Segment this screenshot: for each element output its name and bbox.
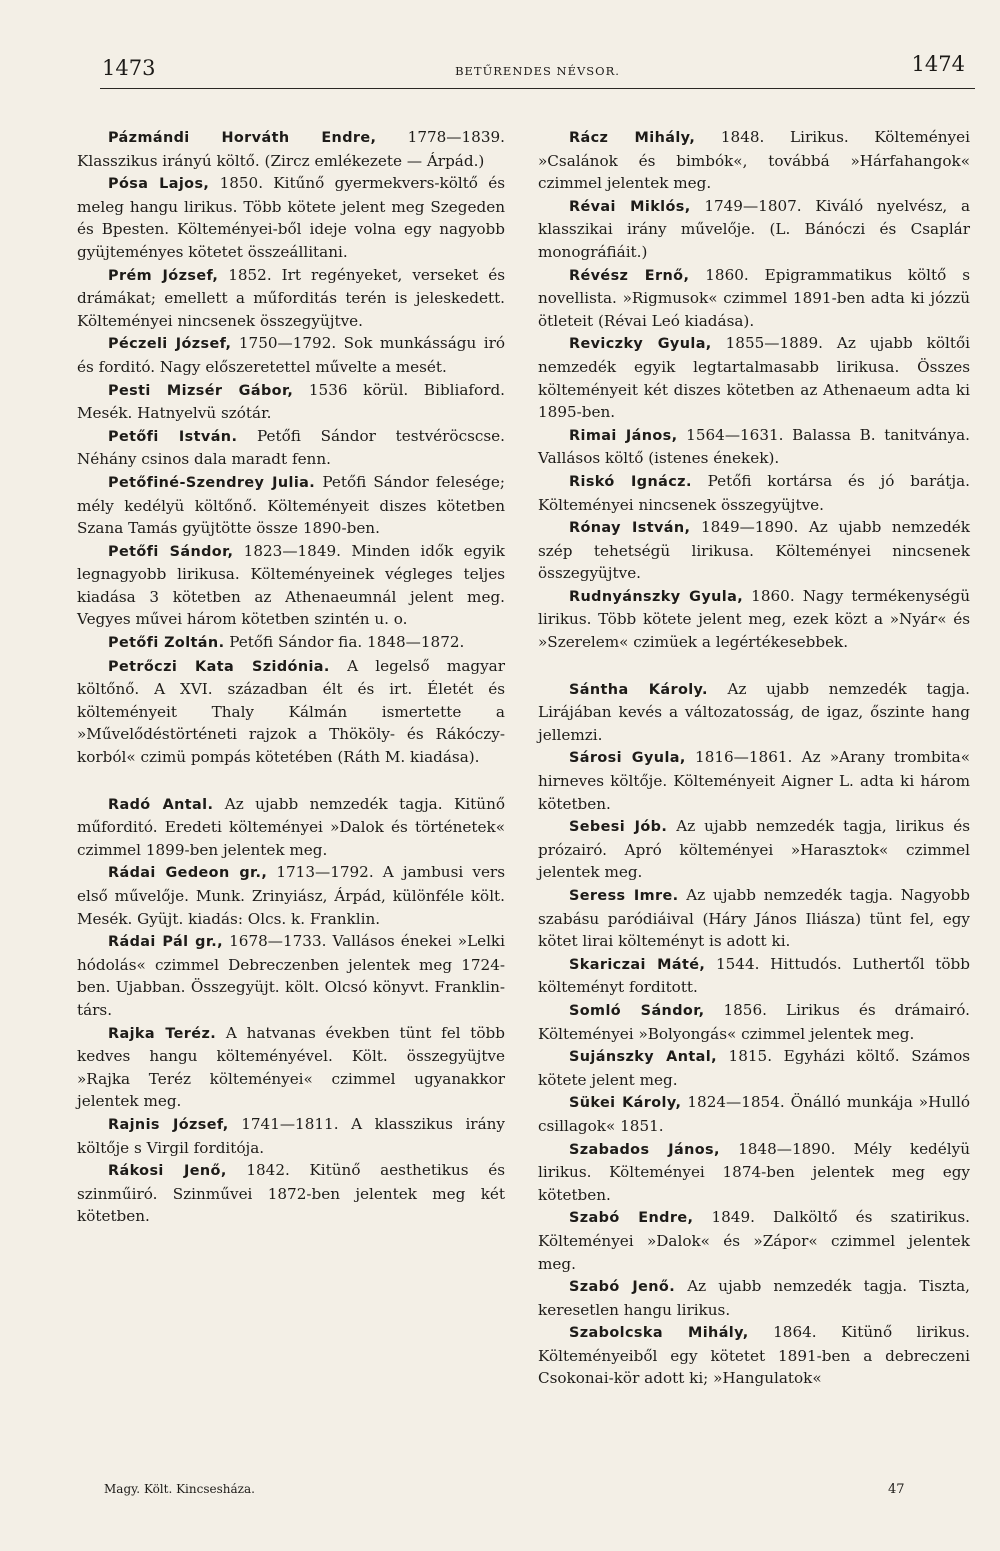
entry [538,1321,970,1390]
entry-name: Révai Miklós, [569,198,691,215]
entry-text: 1842. Kitünő aesthetikus és szinműiró. Szinművei 1872-ben jelentek meg két kötetben. [77,1161,505,1226]
entry-text: 1544. Hittudós. Luthertől több költeményt forditott. [538,954,970,997]
entry-text: A hatvanas években tünt fel több kedves hangu költeményével. Költ. összegyüjtve »Rajka Teréz költeményei« czimmel ugyanakkor jelentek meg. [77,1023,505,1111]
entry-name: Riskó Ignácz. [569,473,692,490]
entry-text: 1678—1733. Vallásos énekei »Lelki hódolás« czimmel Debreczenben jelentek meg 1724-ben. Ujabban. Összegyüjt. költ. Olcsó könyvt. Franklin-társ. [77,932,505,1019]
entry [77,1022,505,1113]
entry-name: Rajka Teréz. [108,1025,217,1042]
entry-name: Sükei Károly, [569,1095,682,1112]
entry-text: Az ujabb nemzedék tagja. Kitünő műforditó. Eredeti költeményei »Dalok és történetek« czimmel 1899-ben jelentek meg. [77,794,505,859]
footer-sheet-number: 47 [888,1482,905,1497]
entry-name: Prém József, [108,267,219,284]
entry [538,1206,970,1275]
entry [77,793,505,862]
left-column [77,126,505,1228]
entry-name: Szabolcska Mihály, [569,1325,749,1342]
entry [77,379,505,425]
running-header [100,48,975,89]
entry-name: Petőfiné-Szendrey Julia. [108,474,316,491]
entry-text: Petőfi Sándor felesége; mély kedélyü költőnő. Költeményeit diszes kötetben Szana Tamás gyüjtötte össze 1890-ben. [77,472,505,538]
entry [538,884,970,953]
entry-text: 1741—1811. A klasszikus irány költője s Virgil forditója. [77,1114,505,1157]
entry-text: 1749—1807. Kiváló nyelvész, a klasszikai irány művelője. (L. Bánóczi és Csaplár monográfiáit.) [538,196,970,261]
entry-text: Petőfi kortársa és jó barátja. Költeményei nincsenek összegyüjtve. [538,471,970,514]
entry [538,1138,970,1207]
entry [77,425,505,471]
entry [538,470,970,516]
entry-name: Pázmándi Horváth Endre, [108,130,377,146]
entry-name: Petrőczi Kata Szidónia. [108,658,330,675]
entry-text: Petőfi Sándor testvéröcscse. Néhány csinos dala maradt fenn. [77,426,505,469]
entry-name: Sárosi Gyula, [569,750,686,767]
entry [538,1045,970,1091]
entry-name: Somló Sándor, [569,1002,705,1019]
entry [77,631,505,655]
entry-name: Rákosi Jenő, [108,1163,227,1180]
entry-name: Révész Ernő, [569,267,690,284]
entry-name: Radó Antal. [108,796,214,813]
entry-name: Pósa Lajos, [108,176,210,193]
entry [77,1159,505,1228]
entry-text: Az ujabb nemzedék tagja. Tiszta, keresetlen hangu lirikus. [538,1277,970,1319]
entry-text: 1564—1631. Balassa B. tanitványa. Vallásos költő (istenes énekek). [538,425,970,468]
entry [538,999,970,1045]
entry [77,930,505,1021]
entry-text: 1823—1849. Minden idők egyik legnagyobb lirikusa. Költeményeinek végleges teljes kiadása 3 kötetben az Athenaeumnál jelent meg. Vegyes művei három kötetben szintén u. o. [77,541,505,629]
entry-name: Sujánszky Antal, [569,1049,717,1066]
entry-name: Szabó Endre, [569,1210,694,1227]
entry-text: Petőfi Sándor fia. 1848—1872. [224,633,465,652]
entry [538,126,970,195]
entry-name: Péczeli József, [108,336,232,353]
entry-text: 1852. Irt regényeket, verseket és drámákat; emellett a műforditás terén is jeleskedett. Költeményei nincsenek összegyüjtve. [77,265,505,330]
entry [538,815,970,884]
entry-name: Rádai Pál gr., [108,934,224,951]
page-number-left: 1473 [102,56,156,80]
entry [538,1275,970,1321]
entry-text: 1848. Lirikus. Költeményei »Csalánok és bimbók«, továbbá »Hárfahangok« czimmel jelentek meg. [538,128,970,193]
entry-text: 1848—1890. Mély kedélyü lirikus. Költeményei 1874-ben jelentek meg egy kötetben. [538,1139,970,1204]
entry-text: 1824—1854. Önálló munkája »Hulló csillagok« 1851. [538,1093,970,1135]
entry-name: Rimai János, [569,427,678,444]
entry-text: 1849. Dalköltő és szatirikus. Költeményei »Dalok« és »Zápor« czimmel jelentek meg. [538,1208,970,1273]
entry [77,126,505,172]
entry-text: 1778—1839. Klasszikus irányú költő. (Zircz emlékezete — Árpád.) [77,128,505,170]
entry [538,516,970,585]
entry-text: Az ujabb nemzedék tagja. Nagyobb szabásu paródiáival (Háry János Iliásza) tünt fel, egy kötet lirai költeményt is adott ki. [538,886,970,951]
entry-name: Rádai Gedeon gr., [108,865,268,882]
entry-name: Szabados János, [569,1141,720,1158]
entry-text: 1850. Kitűnő gyermekvers-költő és meleg hangu lirikus. Több kötete jelent meg Szegeden és Bpesten. Költeményei-ből ideje volna egy nagyobb gyüjteményes kötetet összeállitani. [77,174,505,261]
entry [538,746,970,815]
entry-name: Szabó Jenő. [569,1279,676,1296]
entry-name: Rácz Mihály, [569,130,696,146]
entry-text: 1856. Lirikus és drámairó. Költeményei »Bolyongás« czimmel jelentek meg. [538,1000,970,1043]
entry-name: Rónay István, [569,520,691,537]
entry-text: A legelső magyar költőnő. A XVI. században élt és irt. Életét és költeményeit Thaly Kálmán ismertette a »Művelődéstörténeti rajzok a Thököly- és Rákóczy-korból« czimü pompás kötetében (Ráth M. kiadása). [77,656,506,767]
entry-text: 1849—1890. Az ujabb nemzedék szép tehetségü lirikusa. Költeményei nincsenek összegyüjtve. [538,518,970,583]
entry-text: 1815. Egyházi költő. Számos kötete jelent meg. [538,1047,971,1089]
entry [538,332,970,423]
entry-text: 1864. Kitünő lirikus. Költeményeiből egy kötetet 1891-ben a debreczeni Csokonai-kör adott ki; »Hangulatok« [538,1323,970,1388]
entry [77,471,505,540]
entry-name: Sántha Károly. [569,681,708,698]
entry [77,540,505,631]
entry [538,1091,970,1137]
entry [77,655,505,769]
entry-text: Az ujabb nemzedék tagja. Lirájában kevés a változatosság, de igaz, őszinte hang jellemzi. [538,679,970,744]
entry-text: 1536 körül. Bibliaford. Mesék. Hatnyelvü szótár. [77,380,506,423]
entry-name: Pesti Mizsér Gábor, [108,382,294,399]
entry [538,585,970,654]
entry-text: 1750—1792. Sok munkásságu iró és forditó. Nagy előszeretettel művelte a mesét. [77,334,505,376]
entry [538,195,970,264]
running-title: BETŰRENDES NÉVSOR. [455,64,620,78]
entry-name: Skariczai Máté, [569,956,706,973]
entry [77,332,505,378]
entry [538,264,970,333]
entry-name: Petőfi István. [108,428,238,445]
entry-name: Reviczky Gyula, [569,336,712,353]
entry-text: Az ujabb nemzedék tagja, lirikus és prózairó. Apró költeményei »Harasztok« czimmel jelentek meg. [538,817,970,882]
entry-text: 1860. Nagy termékenységü lirikus. Több kötete jelent meg, ezek közt a »Nyár« és »Szerelem« czimüek a legértékesebbek. [538,586,971,652]
entry [538,678,970,747]
entry-name: Rajnis József, [108,1116,229,1133]
entry-text: 1855—1889. Az ujabb költői nemzedék egyik legtartalmasabb lirikusa. Összes költeményeit két diszes kötetben az Athenaeum adta ki 1895-ben. [538,334,970,422]
right-column [538,126,970,1390]
entry-name: Sebesi Jób. [569,819,668,836]
entry-text: 1816—1861. Az »Arany trombita« hirneves költője. Költeményeit Aigner L. adta ki három kötetben. [538,748,970,813]
entry-text: 1713—1792. A jambusi vers első művelője. Munk. Zrinyiász, Árpád, különféle költ. Mesék. Gyüjt. kiadás: Olcs. k. Franklin. [77,863,505,928]
entry [77,1113,505,1159]
entry [77,861,505,930]
entry-name: Petőfi Sándor, [108,543,234,560]
entry-name: Rudnyánszky Gyula, [569,588,744,605]
page-number-right: 1474 [911,52,965,76]
entry [538,953,970,999]
entry-text: 1860. Epigrammatikus költő s novellista. »Rigmusok« czimmel 1891-ben adta ki józzü ötleteit (Révai Leó kiadása). [538,265,970,330]
entry [538,424,970,470]
entry [77,264,505,333]
footer-signature: Magy. Költ. Kincsesháza. [104,1482,255,1496]
entry-name: Petőfi Zoltán. [108,635,225,652]
entry-name: Seress Imre. [569,888,679,904]
entry [77,172,505,263]
